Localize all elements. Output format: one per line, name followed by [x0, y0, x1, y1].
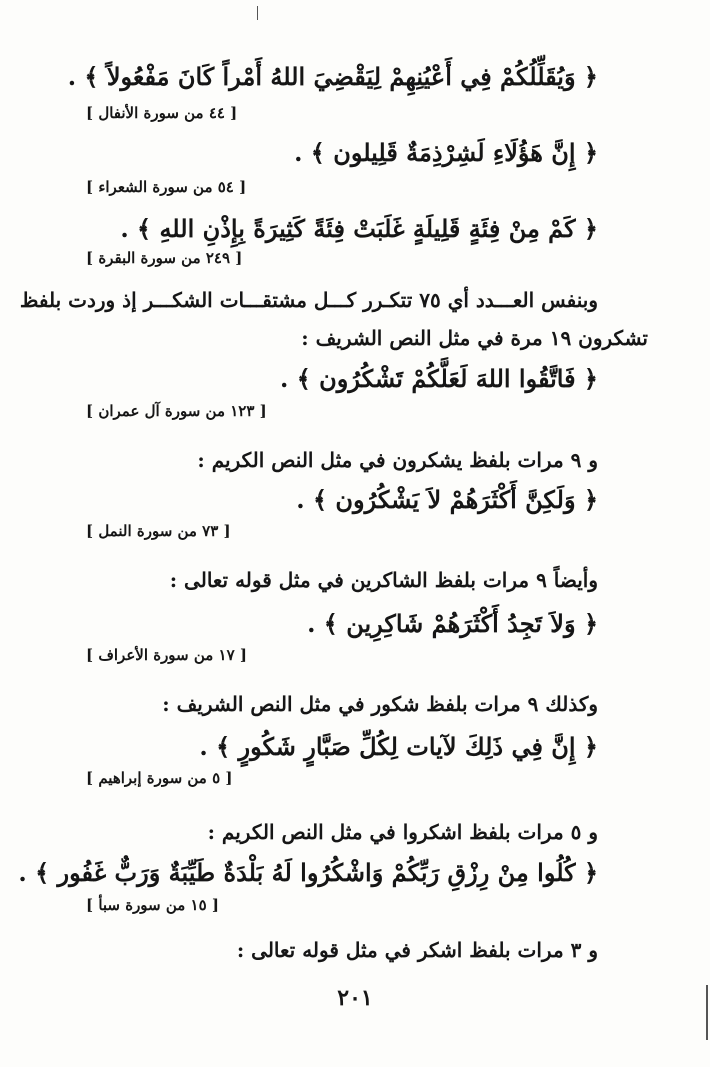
scan-artifact-edge [706, 985, 708, 1040]
quran-verse-6: ﴿ وَلاَ تَجِدُ أَكْثَرَهُمْ شَاكِرِين ﴾ . [307, 609, 598, 638]
paragraph-line-1b: تشكرون ١٩ مرة في مثل النص الشريف : [301, 326, 648, 350]
paragraph-line-3: وأيضاً ٩ مرات بلفظ الشاكرين في مثل قوله تعالى : [169, 568, 598, 592]
quran-verse-5: ﴿ وَلَكِنَّ أَكْثَرَهُمْ لاَ يَشْكُرُون ﴾ . [296, 485, 598, 514]
verse-reference-8: [ ١٥ من سورة سبأ ] [86, 896, 219, 914]
verse-reference-3: [ ٢٤٩ من سورة البقرة ] [86, 249, 243, 267]
quran-verse-3: ﴿ كَمْ مِنْ فِئَةٍ قَلِيلَةٍ غَلَبَتْ فِئَةً كَثِيرَةً بِإِذْنِ اللهِ ﴾ . [120, 214, 598, 243]
verse-reference-7: [ ٥ من سورة إبراهيم ] [86, 769, 233, 787]
verse-reference-5: [ ٧٣ من سورة النمل ] [86, 522, 231, 540]
paragraph-line-6: و ٣ مرات بلفظ اشكر في مثل قوله تعالى : [236, 938, 598, 962]
verse-reference-6: [ ١٧ من سورة الأعراف ] [86, 646, 247, 664]
quran-verse-2: ﴿ إِنَّ هَؤُلَاءِ لَشِرْذِمَةٌ قَلِيلون ﴾ . [294, 138, 598, 167]
verse-reference-4: [ ١٢٣ من سورة آل عمران ] [86, 402, 267, 420]
paragraph-line-4: وكذلك ٩ مرات بلفظ شكور في مثل النص الشريف : [162, 692, 598, 716]
paragraph-line-2: و ٩ مرات بلفظ يشكرون في مثل النص الكريم : [197, 448, 598, 472]
scan-artifact-top [257, 6, 258, 20]
page-number: ٢٠١ [337, 985, 373, 1011]
quran-verse-4: ﴿ فَاتَّقُوا اللهَ لَعَلَّكُمْ تَشْكُرُون ﴾ . [280, 364, 598, 393]
verse-reference-1: [ ٤٤ من سورة الأنفال ] [86, 104, 238, 122]
quran-verse-1: ﴿ وَيُقَلِّلُكُمْ فِي أَعْيُنِهِمْ لِيَقْضِيَ اللهُ أَمْراً كَانَ مَفْعُولاً ﴾ . [67, 62, 598, 91]
paragraph-line-5: و ٥ مرات بلفظ اشكروا في مثل النص الكريم : [207, 820, 598, 844]
quran-verse-7: ﴿ إِنَّ فِي ذَلِكَ لآيات لِكُلِّ صَبَّارٍ شَكُورٍ ﴾ . [199, 732, 598, 761]
paragraph-line-1a: وبنفس العـــدد أي ٧٥ تتكـرر كـــل مشتقـــات الشكـــر إذ وردت بلفظ [19, 288, 598, 312]
quran-verse-8: ﴿ كُلُوا مِنْ رِزْقِ رَبِّكُمْ وَاشْكُرُوا لَهُ بَلْدَةٌ طَيِّبَةٌ وَرَبٌّ غَفُور ﴾ . [18, 858, 598, 887]
verse-reference-2: [ ٥٤ من سورة الشعراء ] [86, 178, 247, 196]
